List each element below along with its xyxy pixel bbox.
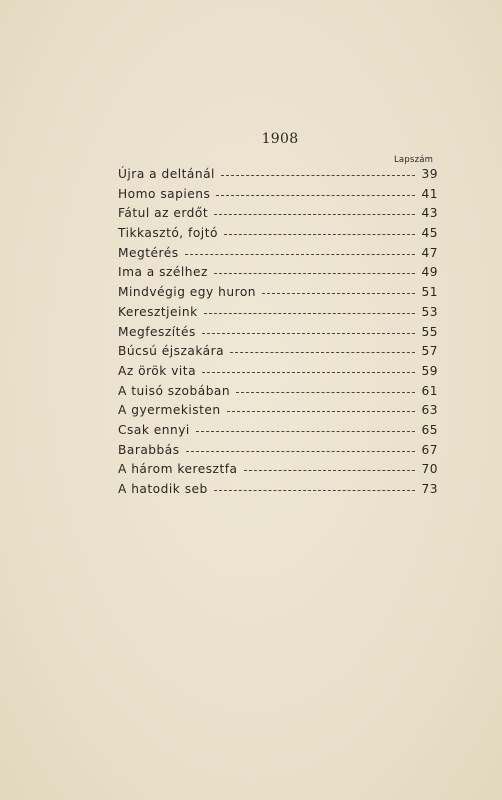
toc-entry-title: A hatodik seb: [118, 482, 208, 496]
toc-entry: [118, 305, 438, 325]
toc-entry-title: Megfeszítés: [118, 324, 196, 339]
toc-entry: [118, 384, 438, 404]
dot-leader: [214, 213, 415, 215]
toc-entry: [118, 423, 438, 443]
toc-entry-title: Búcsú éjszakára: [118, 344, 225, 359]
table-of-contents: [118, 167, 438, 502]
dot-leader: [196, 430, 415, 432]
toc-entry: [118, 265, 438, 285]
toc-entry: [118, 285, 438, 305]
toc-entry: [118, 344, 438, 364]
toc-entry-page-number: 39: [421, 167, 438, 181]
toc-entry-page-number: 49: [421, 265, 438, 280]
dot-leader: [230, 351, 415, 353]
toc-entry-page-number: 73: [421, 482, 438, 496]
dot-leader: [224, 233, 415, 235]
toc-entry-title: A tuisó szobában: [118, 383, 231, 398]
toc-entry-page-number: 51: [421, 285, 438, 300]
section-year-heading: 1908: [261, 131, 299, 147]
toc-entry-page-number: 53: [421, 304, 438, 319]
toc-entry: [118, 226, 438, 246]
dot-leader: [244, 469, 416, 471]
toc-entry: [118, 187, 438, 207]
toc-entry-page-number: 43: [421, 206, 438, 221]
toc-entry-title: Tikkasztó, fojtó: [118, 226, 218, 241]
toc-entry-page-number: 65: [421, 422, 438, 437]
toc-entry: [118, 403, 438, 423]
toc-entry-title: A gyermekisten: [118, 403, 221, 418]
toc-entry-title: Csak ennyi: [118, 422, 190, 437]
toc-entry-title: Fátul az erdőt: [118, 206, 209, 221]
dot-leader: [236, 391, 415, 393]
toc-entry-page-number: 67: [421, 442, 438, 457]
dot-leader: [216, 194, 415, 196]
dot-leader: [185, 253, 415, 255]
toc-entry-title: Homo sapiens: [118, 186, 211, 201]
toc-entry-title: Keresztjeink: [118, 304, 198, 319]
toc-entry: [118, 364, 438, 384]
toc-entry-title: Megtérés: [118, 245, 179, 260]
toc-entry-page-number: 59: [421, 363, 438, 378]
toc-entry-page-number: 63: [421, 403, 438, 418]
toc-entry: [118, 167, 438, 187]
page-number-column-header: Lapszám: [394, 155, 434, 165]
dot-leader: [214, 272, 415, 274]
dot-leader: [202, 371, 415, 373]
toc-entry-title: A három keresztfa: [118, 462, 238, 477]
toc-entry-page-number: 41: [421, 186, 438, 201]
toc-entry: [118, 206, 438, 226]
toc-entry-page-number: 47: [421, 245, 438, 260]
toc-entry-page-number: 70: [421, 462, 438, 477]
toc-entry-page-number: 57: [421, 344, 438, 359]
toc-entry-title: Barabbás: [118, 442, 180, 457]
dot-leader: [262, 292, 415, 294]
toc-entry-title: Az örök vita: [118, 363, 197, 378]
toc-entry-title: Újra a deltánál: [118, 167, 215, 181]
toc-entry: [118, 325, 438, 345]
toc-entry: [118, 482, 438, 502]
dot-leader: [186, 450, 415, 452]
toc-entry-title: Ima a szélhez: [118, 265, 208, 280]
toc-entry: [118, 462, 438, 482]
dot-leader: [214, 489, 415, 491]
toc-entry: [118, 246, 438, 266]
dot-leader: [227, 410, 415, 412]
toc-entry-page-number: 61: [421, 383, 438, 398]
toc-entry-page-number: 55: [421, 324, 438, 339]
dot-leader: [204, 312, 415, 314]
toc-entry-title: Mindvégig egy huron: [118, 285, 256, 300]
dot-leader: [221, 174, 415, 176]
toc-entry-page-number: 45: [421, 226, 438, 241]
toc-entry: [118, 443, 438, 463]
dot-leader: [202, 332, 415, 334]
